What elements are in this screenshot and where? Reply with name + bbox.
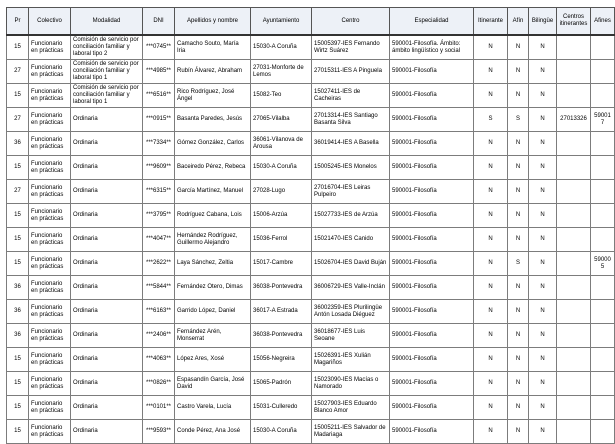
cell-modalidad: Comisión de servicio por conciliación familiar y laboral tipo 1	[71, 60, 143, 84]
cell-centros-itinerantes	[557, 84, 591, 108]
cell-colectivo: Funcionario en prácticas	[29, 35, 71, 60]
cell-especialidad: 590001-Filosofía	[390, 324, 474, 348]
cell-ayuntamiento: 15017-Cambre	[251, 252, 312, 276]
header-row	[7, 8, 615, 36]
cell-itinerante: N	[474, 420, 508, 444]
cell-itinerante: N	[474, 348, 508, 372]
cell-ayuntamiento: 27031-Monforte de Lemos	[251, 60, 312, 84]
cell-especialidad: 590001-Filosofía	[390, 84, 474, 108]
cell-dni: ***3795**	[143, 204, 175, 228]
cell-colectivo: Funcionario en prácticas	[29, 228, 71, 252]
cell-itinerante: N	[474, 228, 508, 252]
cell-ayuntamiento: 36061-Vilanova de Arousa	[251, 132, 312, 156]
cell-centros-itinerantes	[557, 420, 591, 444]
cell-pr: 15	[7, 348, 29, 372]
cell-dni: ***6315**	[143, 180, 175, 204]
cell-modalidad: Ordinaria	[71, 156, 143, 180]
cell-bilingue: N	[529, 324, 557, 348]
table-row	[7, 60, 615, 84]
cell-bilingue: N	[529, 108, 557, 132]
cell-modalidad: Ordinaria	[71, 420, 143, 444]
cell-apellidos-y-nombre: Hernández Rodríguez, Guillermo Alejandro	[175, 228, 251, 252]
table-row	[7, 156, 615, 180]
cell-centros-itinerantes	[557, 156, 591, 180]
cell-afin: N	[508, 204, 529, 228]
cell-dni: ***4063**	[143, 348, 175, 372]
cell-afines	[591, 180, 615, 204]
cell-apellidos-y-nombre: Gómez González, Carlos	[175, 132, 251, 156]
cell-modalidad: Comisión de servicio por conciliación familiar y laboral tipo 2	[71, 35, 143, 60]
cell-centros-itinerantes	[557, 180, 591, 204]
cell-centro: 15005211-IES Salvador de Madariaga	[312, 420, 390, 444]
cell-afines	[591, 420, 615, 444]
cell-centro: 27013314-IES Santiago Basanta Silva	[312, 108, 390, 132]
cell-ayuntamiento: 15006-Arzúa	[251, 204, 312, 228]
cell-pr: 15	[7, 35, 29, 60]
cell-modalidad: Ordinaria	[71, 252, 143, 276]
cell-dni: ***0745**	[143, 35, 175, 60]
cell-afin: N	[508, 396, 529, 420]
cell-bilingue: N	[529, 420, 557, 444]
cell-dni: ***2406**	[143, 324, 175, 348]
cell-afin: N	[508, 300, 529, 324]
cell-centros-itinerantes	[557, 228, 591, 252]
column-header-especialidad: Especialidad	[390, 8, 474, 36]
cell-itinerante: S	[474, 108, 508, 132]
cell-centro: 36006729-IES Valle-Inclán	[312, 276, 390, 300]
cell-especialidad: 590001-Filosofía	[390, 420, 474, 444]
cell-dni: ***0826**	[143, 372, 175, 396]
table-row	[7, 108, 615, 132]
cell-afines	[591, 204, 615, 228]
cell-dni: ***6163**	[143, 300, 175, 324]
cell-centros-itinerantes	[557, 204, 591, 228]
cell-pr: 15	[7, 156, 29, 180]
cell-modalidad: Ordinaria	[71, 300, 143, 324]
cell-dni: ***4047**	[143, 228, 175, 252]
cell-pr: 36	[7, 132, 29, 156]
cell-apellidos-y-nombre: Garrido López, Daniel	[175, 300, 251, 324]
cell-afines	[591, 84, 615, 108]
cell-bilingue: N	[529, 156, 557, 180]
cell-colectivo: Funcionario en prácticas	[29, 300, 71, 324]
cell-centros-itinerantes	[557, 324, 591, 348]
cell-apellidos-y-nombre: Rico Rodríguez, José Ángel	[175, 84, 251, 108]
cell-bilingue: N	[529, 396, 557, 420]
cell-pr: 27	[7, 60, 29, 84]
cell-afin: N	[508, 132, 529, 156]
table-row	[7, 348, 615, 372]
cell-especialidad: 590001-Filosofía	[390, 132, 474, 156]
cell-centro: 15005245-IES Monelos	[312, 156, 390, 180]
cell-pr: 15	[7, 204, 29, 228]
cell-ayuntamiento: 27065-Vilalba	[251, 108, 312, 132]
cell-afines	[591, 372, 615, 396]
column-header-centro: Centro	[312, 8, 390, 36]
cell-itinerante: N	[474, 300, 508, 324]
cell-centro: 15027411-IES de Cacheiras	[312, 84, 390, 108]
cell-especialidad: 590001-Filosofía	[390, 180, 474, 204]
cell-apellidos-y-nombre: Espasandín García, José David	[175, 372, 251, 396]
cell-especialidad: 590001-Filosofía	[390, 276, 474, 300]
cell-apellidos-y-nombre: Basanta Paredes, Jesús	[175, 108, 251, 132]
cell-dni: ***6516**	[143, 84, 175, 108]
cell-pr: 15	[7, 372, 29, 396]
cell-ayuntamiento: 15031-Culleredo	[251, 396, 312, 420]
cell-centros-itinerantes	[557, 396, 591, 420]
cell-centro: 15005397-IES Fernando Wirtz Suárez	[312, 35, 390, 60]
cell-centro: 36002359-IES Plurilingüe Antón Losada Diéguez	[312, 300, 390, 324]
cell-dni: ***9609**	[143, 156, 175, 180]
cell-dni: ***7334**	[143, 132, 175, 156]
cell-modalidad: Ordinaria	[71, 228, 143, 252]
cell-centro: 15026704-IES David Buján	[312, 252, 390, 276]
cell-modalidad: Ordinaria	[71, 180, 143, 204]
cell-ayuntamiento: 15056-Negreira	[251, 348, 312, 372]
cell-afines	[591, 324, 615, 348]
column-header-itinerante: Itinerante	[474, 8, 508, 36]
cell-dni: ***5844**	[143, 276, 175, 300]
cell-centros-itinerantes	[557, 60, 591, 84]
cell-bilingue: N	[529, 35, 557, 60]
cell-pr: 15	[7, 252, 29, 276]
cell-ayuntamiento: 36038-Pontevedra	[251, 276, 312, 300]
table-row	[7, 396, 615, 420]
cell-bilingue: N	[529, 60, 557, 84]
cell-itinerante: N	[474, 252, 508, 276]
cell-bilingue: N	[529, 276, 557, 300]
cell-apellidos-y-nombre: López Ares, Xosé	[175, 348, 251, 372]
cell-colectivo: Funcionario en prácticas	[29, 348, 71, 372]
cell-afin: N	[508, 348, 529, 372]
cell-centro: 15026391-IES Xulián Magariños	[312, 348, 390, 372]
table-row	[7, 420, 615, 444]
column-header-pr: Pr	[7, 8, 29, 36]
table-row	[7, 372, 615, 396]
column-header-apellidos-y-nombre: Apellidos y nombre	[175, 8, 251, 36]
cell-apellidos-y-nombre: Laya Sánchez, Zeltia	[175, 252, 251, 276]
cell-afines	[591, 276, 615, 300]
cell-colectivo: Funcionario en prácticas	[29, 204, 71, 228]
column-header-colectivo: Colectivo	[29, 8, 71, 36]
cell-especialidad: 590001-Filosofía. Ámbito: ámbito lingüístico y social	[390, 35, 474, 60]
table-row	[7, 84, 615, 108]
column-header-centros-itinerantes: Centros itinerantes	[557, 8, 591, 36]
cell-especialidad: 590001-Filosofía	[390, 252, 474, 276]
cell-modalidad: Ordinaria	[71, 276, 143, 300]
cell-dni: ***2622**	[143, 252, 175, 276]
cell-colectivo: Funcionario en prácticas	[29, 84, 71, 108]
table-body	[7, 35, 615, 444]
cell-colectivo: Funcionario en prácticas	[29, 60, 71, 84]
column-header-afin: Afín	[508, 8, 529, 36]
cell-afin: N	[508, 180, 529, 204]
cell-itinerante: N	[474, 204, 508, 228]
cell-centros-itinerantes	[557, 348, 591, 372]
column-header-afines: Afines	[591, 8, 615, 36]
cell-pr: 36	[7, 324, 29, 348]
cell-centros-itinerantes	[557, 35, 591, 60]
cell-pr: 27	[7, 108, 29, 132]
cell-apellidos-y-nombre: Rubín Álvarez, Abraham	[175, 60, 251, 84]
cell-itinerante: N	[474, 132, 508, 156]
cell-bilingue: N	[529, 300, 557, 324]
cell-afines	[591, 300, 615, 324]
cell-afin: N	[508, 228, 529, 252]
cell-colectivo: Funcionario en prácticas	[29, 324, 71, 348]
cell-especialidad: 590001-Filosofía	[390, 348, 474, 372]
cell-centros-itinerantes	[557, 372, 591, 396]
cell-modalidad: Ordinaria	[71, 396, 143, 420]
cell-afines	[591, 228, 615, 252]
cell-centro: 15027733-IES de Arzúa	[312, 204, 390, 228]
cell-dni: ***0101**	[143, 396, 175, 420]
table-row	[7, 252, 615, 276]
cell-pr: 27	[7, 180, 29, 204]
column-header-ayuntamiento: Ayuntamiento	[251, 8, 312, 36]
cell-especialidad: 590001-Filosofía	[390, 300, 474, 324]
cell-pr: 36	[7, 276, 29, 300]
cell-ayuntamiento: 36038-Pontevedra	[251, 324, 312, 348]
table-row	[7, 276, 615, 300]
cell-modalidad: Comisión de servicio por conciliación familiar y laboral tipo 1	[71, 84, 143, 108]
table-row	[7, 228, 615, 252]
cell-bilingue: N	[529, 348, 557, 372]
cell-afin: N	[508, 276, 529, 300]
table-row	[7, 204, 615, 228]
cell-colectivo: Funcionario en prácticas	[29, 132, 71, 156]
cell-colectivo: Funcionario en prácticas	[29, 156, 71, 180]
cell-modalidad: Ordinaria	[71, 324, 143, 348]
cell-modalidad: Ordinaria	[71, 204, 143, 228]
cell-especialidad: 590001-Filosofía	[390, 396, 474, 420]
cell-apellidos-y-nombre: Conde Pérez, Ana José	[175, 420, 251, 444]
cell-afin: N	[508, 35, 529, 60]
cell-especialidad: 590001-Filosofía	[390, 108, 474, 132]
assignments-table	[6, 7, 615, 444]
cell-ayuntamiento: 15030-A Coruña	[251, 35, 312, 60]
cell-itinerante: N	[474, 396, 508, 420]
cell-afin: N	[508, 324, 529, 348]
table-row	[7, 35, 615, 60]
cell-centro: 36018677-IES Luis Seoane	[312, 324, 390, 348]
cell-colectivo: Funcionario en prácticas	[29, 108, 71, 132]
cell-colectivo: Funcionario en prácticas	[29, 180, 71, 204]
cell-afin: N	[508, 84, 529, 108]
cell-bilingue: N	[529, 180, 557, 204]
cell-centro: 36019414-IES A Basella	[312, 132, 390, 156]
cell-bilingue: N	[529, 84, 557, 108]
cell-afin: N	[508, 60, 529, 84]
cell-afines	[591, 60, 615, 84]
cell-afin: S	[508, 252, 529, 276]
cell-afines	[591, 132, 615, 156]
cell-colectivo: Funcionario en prácticas	[29, 252, 71, 276]
cell-centro: 27016704-IES Leiras Pulpeiro	[312, 180, 390, 204]
cell-itinerante: N	[474, 84, 508, 108]
cell-dni: ***4985**	[143, 60, 175, 84]
cell-centro: 15021470-IES Canido	[312, 228, 390, 252]
cell-itinerante: N	[474, 180, 508, 204]
cell-bilingue: N	[529, 252, 557, 276]
cell-centro: 15023090-IES Macías o Namorado	[312, 372, 390, 396]
cell-apellidos-y-nombre: Castro Varela, Lucía	[175, 396, 251, 420]
cell-pr: 15	[7, 396, 29, 420]
cell-colectivo: Funcionario en prácticas	[29, 396, 71, 420]
cell-centros-itinerantes	[557, 252, 591, 276]
cell-afines	[591, 156, 615, 180]
cell-colectivo: Funcionario en prácticas	[29, 420, 71, 444]
cell-ayuntamiento: 15030-A Coruña	[251, 420, 312, 444]
cell-centros-itinerantes	[557, 276, 591, 300]
cell-centros-itinerantes	[557, 300, 591, 324]
cell-afines	[591, 35, 615, 60]
cell-afin: N	[508, 420, 529, 444]
cell-modalidad: Ordinaria	[71, 348, 143, 372]
cell-modalidad: Ordinaria	[71, 108, 143, 132]
table-row	[7, 180, 615, 204]
cell-dni: ***0915**	[143, 108, 175, 132]
cell-especialidad: 590001-Filosofía	[390, 156, 474, 180]
cell-afin: S	[508, 108, 529, 132]
cell-especialidad: 590001-Filosofía	[390, 228, 474, 252]
cell-itinerante: N	[474, 156, 508, 180]
cell-afines: 590005	[591, 252, 615, 276]
cell-ayuntamiento: 36017-A Estrada	[251, 300, 312, 324]
cell-centro: 27015311-IES A Pinguela	[312, 60, 390, 84]
cell-bilingue: N	[529, 372, 557, 396]
table-row	[7, 324, 615, 348]
cell-ayuntamiento: 15082-Teo	[251, 84, 312, 108]
cell-itinerante: N	[474, 60, 508, 84]
cell-afin: N	[508, 156, 529, 180]
cell-apellidos-y-nombre: Camacho Souto, María Iria	[175, 35, 251, 60]
cell-itinerante: N	[474, 35, 508, 60]
cell-modalidad: Ordinaria	[71, 372, 143, 396]
table-row	[7, 132, 615, 156]
cell-afines: 590017	[591, 108, 615, 132]
cell-colectivo: Funcionario en prácticas	[29, 276, 71, 300]
cell-apellidos-y-nombre: Fernández Otero, Dimas	[175, 276, 251, 300]
cell-dni: ***9593**	[143, 420, 175, 444]
cell-afin: N	[508, 372, 529, 396]
cell-especialidad: 590001-Filosofía	[390, 60, 474, 84]
cell-pr: 15	[7, 84, 29, 108]
column-header-modalidad: Modalidad	[71, 8, 143, 36]
cell-bilingue: N	[529, 228, 557, 252]
cell-centros-itinerantes: 27013326	[557, 108, 591, 132]
cell-afines	[591, 396, 615, 420]
cell-apellidos-y-nombre: Baceiredo Pérez, Rebeca	[175, 156, 251, 180]
cell-especialidad: 590001-Filosofía	[390, 372, 474, 396]
table-row	[7, 300, 615, 324]
cell-centro: 15027903-IES Eduardo Blanco Amor	[312, 396, 390, 420]
cell-pr: 36	[7, 300, 29, 324]
column-header-dni: DNI	[143, 8, 175, 36]
cell-bilingue: N	[529, 132, 557, 156]
cell-especialidad: 590001-Filosofía	[390, 204, 474, 228]
cell-pr: 15	[7, 420, 29, 444]
column-header-bilingue: Bilingüe	[529, 8, 557, 36]
cell-bilingue: N	[529, 204, 557, 228]
cell-pr: 15	[7, 228, 29, 252]
cell-colectivo: Funcionario en prácticas	[29, 372, 71, 396]
cell-afines	[591, 348, 615, 372]
cell-apellidos-y-nombre: Rodríguez Cabana, Lois	[175, 204, 251, 228]
cell-ayuntamiento: 15065-Padrón	[251, 372, 312, 396]
cell-apellidos-y-nombre: Fernández Arén, Monserrat	[175, 324, 251, 348]
cell-itinerante: N	[474, 372, 508, 396]
cell-itinerante: N	[474, 276, 508, 300]
cell-centros-itinerantes	[557, 132, 591, 156]
cell-itinerante: N	[474, 324, 508, 348]
cell-modalidad: Ordinaria	[71, 132, 143, 156]
cell-ayuntamiento: 15030-A Coruña	[251, 156, 312, 180]
cell-apellidos-y-nombre: García Martínez, Manuel	[175, 180, 251, 204]
cell-ayuntamiento: 27028-Lugo	[251, 180, 312, 204]
cell-ayuntamiento: 15036-Ferrol	[251, 228, 312, 252]
